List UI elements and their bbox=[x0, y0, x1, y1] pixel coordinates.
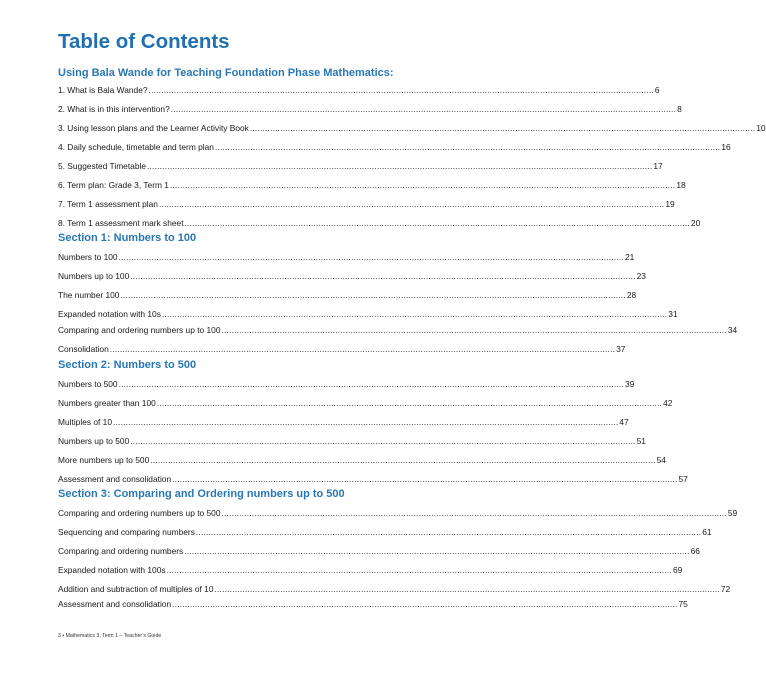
toc-entry-title: Numbers to 500 bbox=[58, 379, 118, 389]
dot-leader: ........................................................................................................................................................................................................ bbox=[172, 474, 678, 484]
toc-entry-page: 59 bbox=[727, 508, 738, 518]
dot-leader: ........................................................................................................................................................................................................ bbox=[249, 123, 756, 133]
dot-leader: ........................................................................................................................................................................................................ bbox=[184, 218, 690, 228]
toc-entry-page: 39 bbox=[624, 379, 635, 389]
toc-entry[interactable] bbox=[58, 342, 626, 356]
toc-entry-page: 42 bbox=[663, 398, 673, 408]
toc-entry-page: 20 bbox=[690, 218, 701, 228]
section-heading: Section 2: Numbers to 500 bbox=[58, 359, 197, 371]
toc-entry-page: 8 bbox=[677, 104, 682, 114]
toc-entry-page: 31 bbox=[668, 309, 678, 319]
toc-entry-title: Assessment and consolidation bbox=[58, 599, 172, 609]
page-title: Table of Contents bbox=[58, 30, 230, 53]
toc-entry-page: 16 bbox=[721, 142, 731, 152]
toc-entry[interactable] bbox=[58, 415, 629, 429]
toc-entry-title: Comparing and ordering numbers up to 100 bbox=[58, 325, 221, 335]
dot-leader: ........................................................................................................................................................................................................ bbox=[118, 379, 624, 389]
toc-entry-title: 6. Term plan: Grade 3, Term 1 bbox=[58, 180, 169, 190]
toc-entry-page: 10 bbox=[756, 123, 766, 133]
dot-leader: ........................................................................................................................................................................................................ bbox=[118, 252, 624, 262]
toc-entry-title: More numbers up to 500 bbox=[58, 455, 150, 465]
toc-entry-title: Expanded notation with 100s bbox=[58, 565, 166, 575]
dot-leader: ........................................................................................................................................................................................................ bbox=[172, 599, 678, 609]
toc-entry[interactable] bbox=[58, 121, 766, 135]
toc-entry-title: Numbers up to 500 bbox=[58, 436, 130, 446]
toc-entry[interactable] bbox=[58, 288, 637, 302]
dot-leader: ........................................................................................................................................................................................................ bbox=[214, 142, 721, 152]
dot-leader: ........................................................................................................................................................................................................ bbox=[120, 290, 626, 300]
dot-leader: ........................................................................................................................................................................................................ bbox=[109, 344, 616, 354]
dot-leader: ........................................................................................................................................................................................................ bbox=[130, 436, 636, 446]
toc-entry[interactable] bbox=[58, 582, 731, 596]
toc-entry-page: 21 bbox=[624, 252, 635, 262]
toc-entry-page: 28 bbox=[626, 290, 637, 300]
dot-leader: ........................................................................................................................................................................................................ bbox=[147, 161, 653, 171]
toc-entry[interactable] bbox=[58, 307, 678, 321]
dot-leader: ........................................................................................................................................................................................................ bbox=[130, 271, 636, 281]
toc-entry[interactable] bbox=[58, 525, 712, 539]
toc-entry-title: Comparing and ordering numbers bbox=[58, 546, 184, 556]
toc-entry[interactable] bbox=[58, 250, 635, 264]
toc-entry-page: 51 bbox=[636, 436, 646, 446]
dot-leader: ........................................................................................................................................................................................................ bbox=[221, 508, 727, 518]
toc-entry-title: 3. Using lesson plans and the Learner Activity Book bbox=[58, 123, 249, 133]
toc-entry-title: 4. Daily schedule, timetable and term plan bbox=[58, 142, 214, 152]
toc-entry-title: Sequencing and comparing numbers bbox=[58, 527, 195, 537]
toc-entry[interactable] bbox=[58, 544, 700, 558]
dot-leader: ........................................................................................................................................................................................................ bbox=[158, 199, 665, 209]
toc-entry-page: 57 bbox=[678, 474, 688, 484]
toc-entry-page: 75 bbox=[678, 599, 688, 609]
toc-entry-page: 17 bbox=[653, 161, 663, 171]
toc-entry[interactable] bbox=[58, 597, 688, 611]
dot-leader: ........................................................................................................................................................................................................ bbox=[161, 309, 668, 319]
dot-leader: ........................................................................................................................................................................................................ bbox=[169, 180, 676, 190]
dot-leader: ........................................................................................................................................................................................................ bbox=[113, 417, 619, 427]
toc-entry-page: 6 bbox=[654, 85, 660, 95]
toc-entry[interactable] bbox=[58, 434, 646, 448]
toc-entry-title: 5. Suggested Timetable bbox=[58, 161, 146, 171]
section-heading: Using Bala Wande for Teaching Foundation Phase Mathematics: bbox=[58, 67, 394, 79]
toc-entry[interactable] bbox=[58, 83, 660, 97]
toc-entry-page: 37 bbox=[616, 344, 626, 354]
toc-entry-title: The number 100 bbox=[58, 290, 120, 300]
toc-entry[interactable] bbox=[58, 563, 683, 577]
section-heading: Section 1: Numbers to 100 bbox=[58, 232, 197, 244]
dot-leader: ........................................................................................................................................................................................................ bbox=[150, 455, 656, 465]
toc-entry-page: 69 bbox=[672, 565, 683, 575]
section-heading: Section 3: Comparing and Ordering numbers up to 500 bbox=[58, 488, 345, 500]
toc-entry[interactable] bbox=[58, 269, 646, 283]
toc-entry[interactable] bbox=[58, 178, 686, 192]
toc-entry-title: Multiples of 10 bbox=[58, 417, 112, 427]
toc-entry[interactable] bbox=[58, 197, 675, 211]
toc-entry[interactable] bbox=[58, 216, 701, 230]
toc-entry-title: Numbers to 100 bbox=[58, 252, 118, 262]
dot-leader: ........................................................................................................................................................................................................ bbox=[184, 546, 690, 556]
toc-entry-title: 1. What is Bala Wande? bbox=[58, 85, 148, 95]
toc-entry[interactable] bbox=[58, 396, 673, 410]
dot-leader: ........................................................................................................................................................................................................ bbox=[170, 104, 677, 114]
toc-entry[interactable] bbox=[58, 453, 666, 467]
toc-entry-title: Consolidation bbox=[58, 344, 109, 354]
toc-entry-page: 34 bbox=[727, 325, 738, 335]
toc-entry-title: Assessment and consolidation bbox=[58, 474, 172, 484]
toc-entry-page: 47 bbox=[619, 417, 629, 427]
dot-leader: ........................................................................................................................................................................................................ bbox=[156, 398, 663, 408]
toc-entry-title: Numbers greater than 100 bbox=[58, 398, 156, 408]
toc-entry-title: Numbers up to 100 bbox=[58, 271, 130, 281]
toc-entry[interactable] bbox=[58, 506, 738, 520]
dot-leader: ........................................................................................................................................................................................................ bbox=[166, 565, 672, 575]
toc-entry-page: 66 bbox=[690, 546, 700, 556]
toc-entry-title: 2. What is in this intervention? bbox=[58, 104, 170, 114]
toc-entry-title: 8. Term 1 assessment mark sheet bbox=[58, 218, 184, 228]
toc-entry-title: Comparing and ordering numbers up to 500 bbox=[58, 508, 221, 518]
toc-entry-page: 54 bbox=[656, 455, 666, 465]
toc-entry[interactable] bbox=[58, 377, 635, 391]
toc-entry-title: Expanded notation with 10s bbox=[58, 309, 161, 319]
toc-entry-page: 61 bbox=[702, 527, 712, 537]
toc-entry[interactable] bbox=[58, 102, 682, 116]
dot-leader: ........................................................................................................................................................................................................ bbox=[195, 527, 702, 537]
toc-entry-page: 72 bbox=[720, 584, 731, 594]
page-footer: 3 • Mathematics 3, Term 1 – Teacher’s Guide bbox=[58, 633, 162, 639]
dot-leader: ........................................................................................................................................................................................................ bbox=[148, 85, 654, 95]
toc-entry-page: 23 bbox=[636, 271, 646, 281]
toc-entry[interactable] bbox=[58, 159, 663, 173]
toc-entry[interactable] bbox=[58, 472, 688, 486]
dot-leader: ........................................................................................................................................................................................................ bbox=[221, 325, 727, 335]
toc-entry[interactable] bbox=[58, 323, 738, 337]
toc-entry-page: 19 bbox=[665, 199, 675, 209]
dot-leader: ........................................................................................................................................................................................................ bbox=[214, 584, 720, 594]
toc-entry-title: Addition and subtraction of multiples of 10 bbox=[58, 584, 214, 594]
toc-entry-title: 7. Term 1 assessment plan bbox=[58, 199, 158, 209]
toc-entry-page: 18 bbox=[676, 180, 686, 190]
toc-entry[interactable] bbox=[58, 140, 731, 154]
